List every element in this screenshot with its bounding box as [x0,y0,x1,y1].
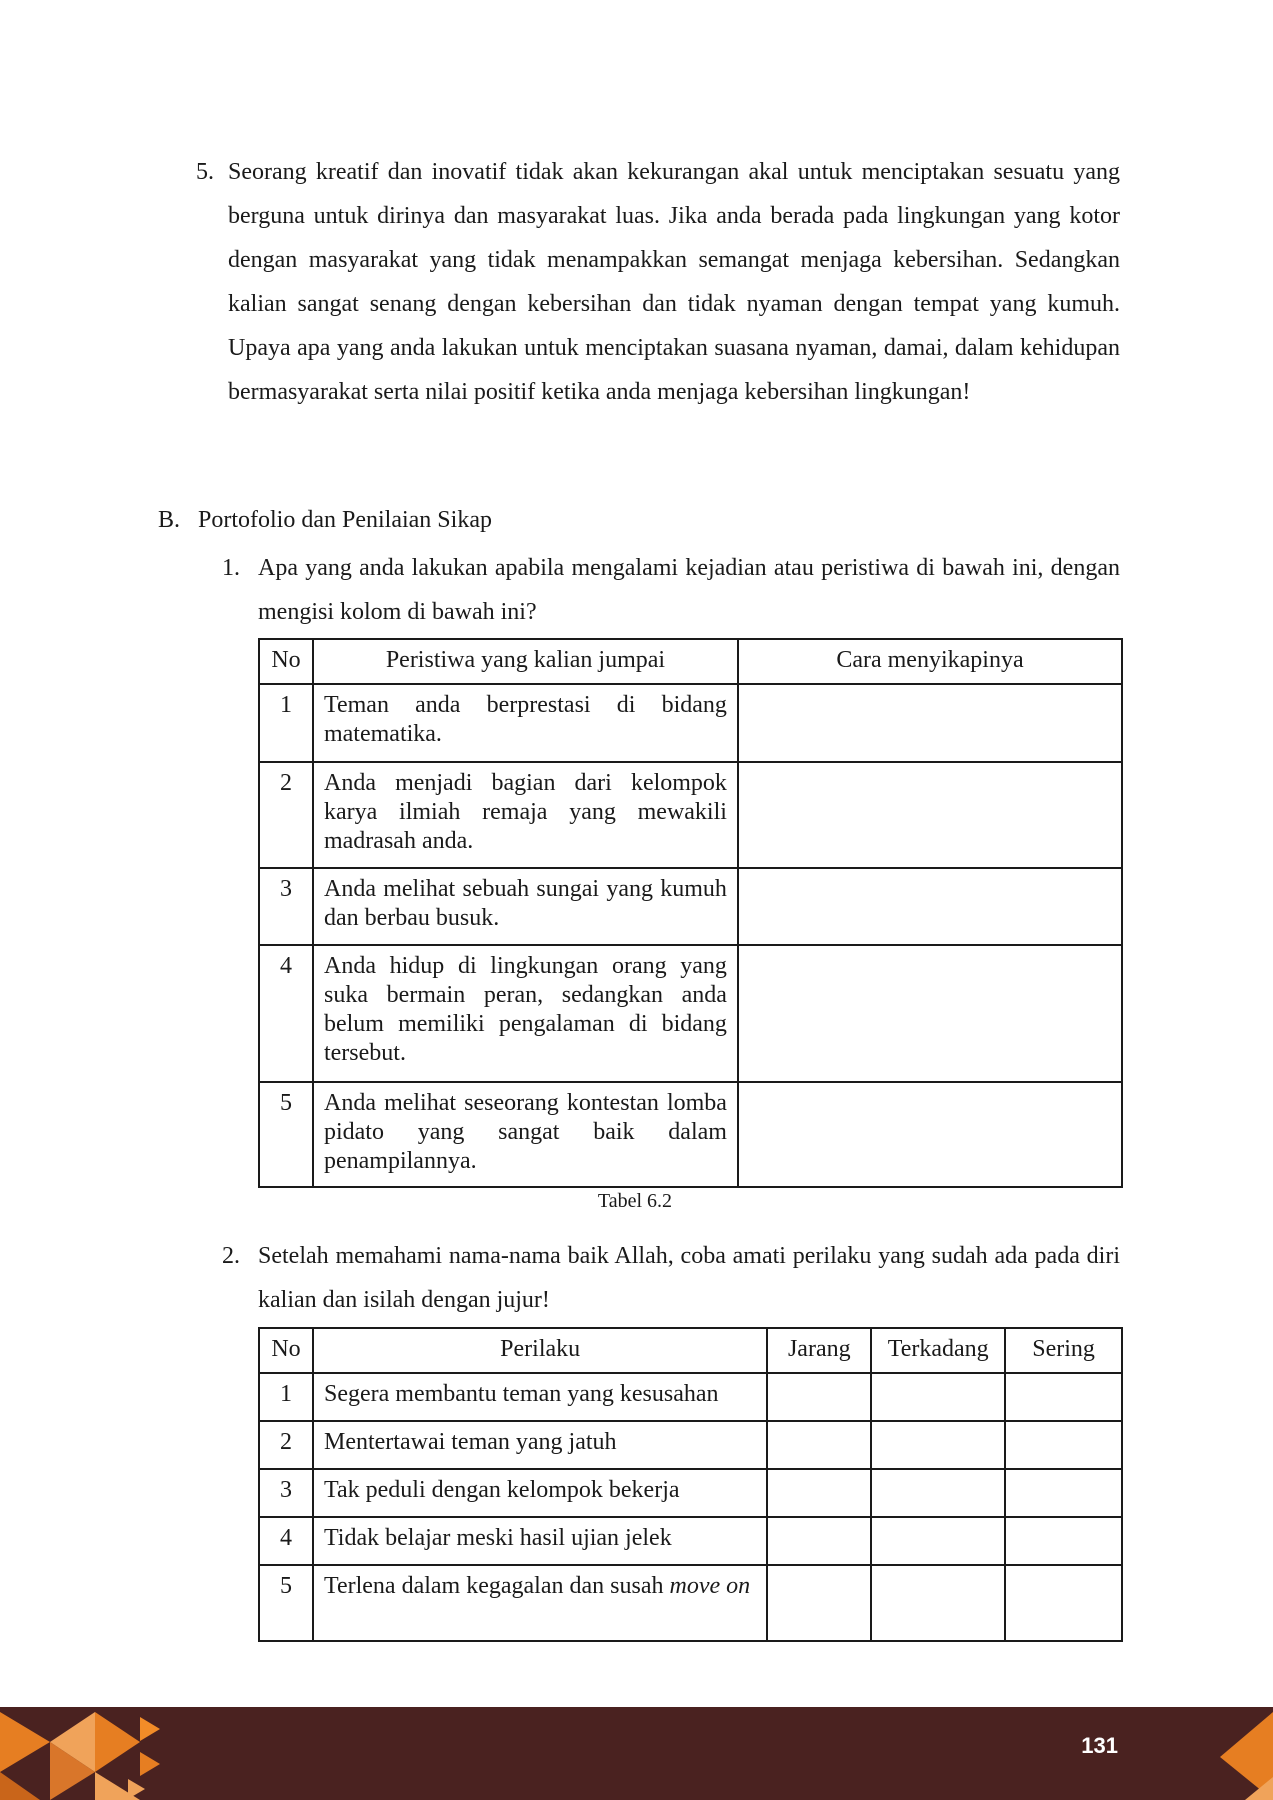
page-footer [0,1707,1273,1800]
often-cell[interactable] [1005,1517,1122,1565]
table-row [259,762,1122,868]
sometimes-cell[interactable] [871,1517,1005,1565]
table-row [259,1469,1122,1517]
behavior-text: Tak peduli dengan kelompok bekerja [313,1469,767,1517]
rarely-cell[interactable] [767,1373,871,1421]
sometimes-cell[interactable] [871,1373,1005,1421]
table-row [259,684,1122,762]
table-row [259,1565,1122,1641]
response-cell[interactable] [738,945,1122,1082]
row-number: 4 [259,1517,313,1565]
header-no: No [259,1328,313,1373]
row-number: 1 [259,684,313,762]
question-2-text: Setelah memahami nama-nama baik Allah, coba amati perilaku yang sudah ada pada diri kalian dan isilah dengan jujur! [258,1243,1120,1313]
header-response: Cara menyikapinya [738,639,1122,684]
row-number: 3 [259,868,313,945]
response-cell[interactable] [738,684,1122,762]
events-table [258,638,1123,1188]
behavior-text-italic: move on [669,1573,751,1599]
header-event: Peristiwa yang kalian jumpai [313,639,738,684]
response-cell[interactable] [738,762,1122,868]
table-row [259,1082,1122,1187]
behavior-table [258,1327,1123,1642]
event-text: Anda melihat sebuah sungai yang kumuh dan berbau busuk. [313,868,738,945]
event-text: Teman anda berprestasi di bidang matematika. [313,684,738,762]
sometimes-cell[interactable] [871,1565,1005,1641]
rarely-cell[interactable] [767,1421,871,1469]
event-text: Anda menjadi bagian dari kelompok karya ilmiah remaja yang mewakili madrasah anda. [313,762,738,868]
header-no: No [259,639,313,684]
event-text: Anda melihat seseorang kontestan lomba pidato yang sangat baik dalam penampilannya. [313,1082,738,1187]
row-number: 5 [259,1082,313,1187]
often-cell[interactable] [1005,1421,1122,1469]
behavior-table-header [259,1328,1122,1373]
section-b-heading [158,504,492,536]
question-5-text: Seorang kreatif dan inovatif tidak akan kekurangan akal untuk menciptakan sesuatu yang berguna untuk dirinya dan masyarakat luas. Jika anda berada pada lingkungan yang kotor dengan masyarakat yang tidak menampakkan semangat menjaga kebersihan. Sedangkan kalian sangat senang dengan kebersihan dan tidak nyaman dengan tempat yang kumuh. Upaya apa yang anda lakukan untuk menciptakan suasana nyaman, damai, dalam kehidupan bermasyarakat serta nilai positif ketika anda menjaga kebersihan lingkungan! [228,159,1120,405]
question-2 [222,1234,1120,1322]
table-row [259,945,1122,1082]
behavior-text: Mentertawai teman yang jatuh [313,1421,767,1469]
table-row [259,1421,1122,1469]
events-table-header [259,639,1122,684]
often-cell[interactable] [1005,1469,1122,1517]
response-cell[interactable] [738,1082,1122,1187]
header-rarely: Jarang [767,1328,871,1373]
table-row [259,868,1122,945]
question-5-number: 5. [196,159,214,185]
behavior-text-main: Terlena dalam kegagalan dan susah [323,1573,664,1599]
header-often: Sering [1005,1328,1122,1373]
table-caption: Tabel 6.2 [597,1190,673,1212]
row-number: 2 [259,1421,313,1469]
question-2-number: 2. [222,1243,240,1269]
question-5 [196,150,1120,414]
section-b-letter: B. [158,507,181,533]
row-number: 5 [259,1565,313,1641]
behavior-text: Tidak belajar meski hasil ujian jelek [313,1517,767,1565]
behavior-text [313,1565,767,1641]
question-1-text: Apa yang anda lakukan apabila mengalami kejadian atau peristiwa di bawah ini, dengan mengisi kolom di bawah ini? [258,555,1120,625]
row-number: 2 [259,762,313,868]
section-b-title: Portofolio dan Penilaian Sikap [198,507,492,533]
table-row [259,1517,1122,1565]
question-1 [222,546,1120,634]
sometimes-cell[interactable] [871,1421,1005,1469]
event-text: Anda hidup di lingkungan orang yang suka bermain peran, sedangkan anda belum memiliki pengalaman di bidang tersebut. [313,945,738,1082]
rarely-cell[interactable] [767,1469,871,1517]
often-cell[interactable] [1005,1373,1122,1421]
response-cell[interactable] [738,868,1122,945]
header-behavior: Perilaku [313,1328,767,1373]
rarely-cell[interactable] [767,1517,871,1565]
row-number: 3 [259,1469,313,1517]
page-number: 131 [1081,1733,1118,1758]
row-number: 4 [259,945,313,1082]
row-number: 1 [259,1373,313,1421]
often-cell[interactable] [1005,1565,1122,1641]
header-sometimes: Terkadang [871,1328,1005,1373]
rarely-cell[interactable] [767,1565,871,1641]
table-row [259,1373,1122,1421]
sometimes-cell[interactable] [871,1469,1005,1517]
question-1-number: 1. [222,555,240,581]
behavior-text: Segera membantu teman yang kesusahan [313,1373,767,1421]
